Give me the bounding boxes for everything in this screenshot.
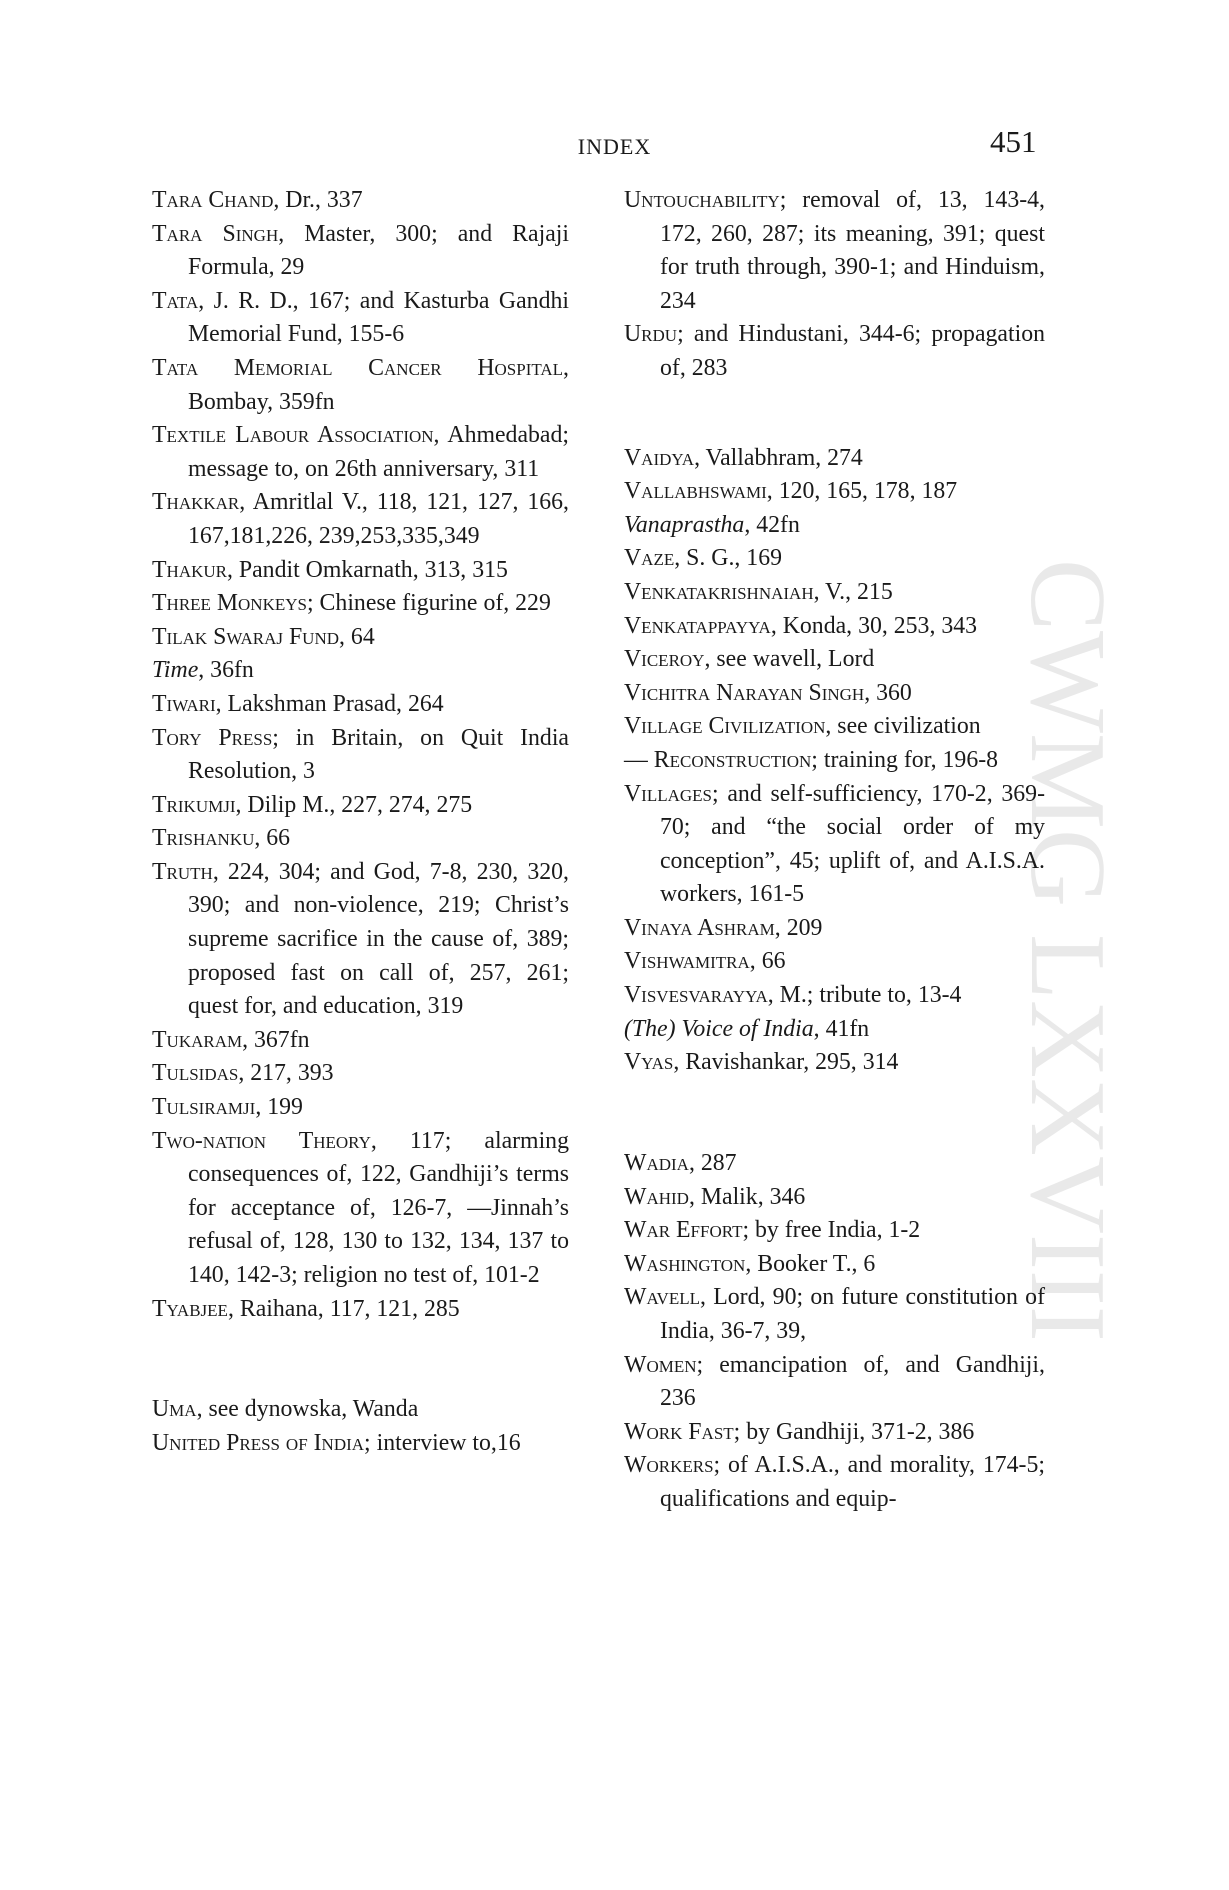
index-entry: Tyabjee, Raihana, 117, 121, 285: [152, 1295, 460, 1322]
index-entry: Wahid, Malik, 346: [624, 1183, 806, 1210]
index-entry: Venkatakrishnaiah, V., 215: [624, 578, 893, 605]
index-entry: Village Civilization, see civilization: [624, 713, 981, 740]
index-column-right: [624, 184, 1045, 1517]
index-entry: Vallabhswami, 120, 165, 178, 187: [624, 478, 958, 505]
index-entry: Thakur, Pandit Omkarnath, 313, 315: [152, 556, 508, 583]
index-entry: Tulsiramji, 199: [152, 1094, 303, 1121]
index-entry: Urdu; and Hindustani, 344-6; propagation of, 283: [624, 321, 1045, 381]
index-entry: Textile Labour Association, Ahmedabad; message to, on 26th anniversary, 311: [152, 422, 569, 482]
index-entry: Wadia, 287: [624, 1150, 737, 1177]
index-entry: Viceroy, see wavell, Lord: [624, 646, 875, 673]
section-gap: [152, 1326, 569, 1393]
index-entry: (The) Voice of India, 41fn: [624, 1015, 870, 1042]
index-entry: Tiwari, Lakshman Prasad, 264: [152, 690, 444, 717]
index-column-left: [152, 184, 569, 1461]
index-entry: Tory Press; in Britain, on Quit India Resolution, 3: [152, 724, 569, 785]
index-entry: Vaidya, Vallabhram, 274: [624, 444, 863, 471]
index-entry: Tilak Swaraj Fund, 64: [152, 623, 375, 650]
index-entry: Three Monkeys; Chinese figurine of, 229: [152, 590, 551, 617]
index-entry: — Reconstruction; training for, 196-8: [624, 746, 999, 773]
index-entry: Vinaya Ashram, 209: [624, 914, 823, 941]
index-entry: Tulsidas, 217, 393: [152, 1060, 334, 1087]
watermark: CWMG LXXVIII: [1008, 558, 1127, 1342]
index-entry: Tara Chand, Dr., 337: [152, 187, 363, 213]
index-entry: Tara Singh, Master, 300; and Rajaji Formula, 29: [152, 220, 569, 281]
index-entry: Women; emancipation of, and Gandhiji, 236: [624, 1351, 1045, 1412]
index-entry: Venkatappayya, Konda, 30, 253, 343: [624, 612, 978, 639]
index-entry: Vichitra Narayan Singh, 360: [624, 679, 912, 706]
index-entry: Washington, Booker T., 6: [624, 1250, 876, 1277]
index-entry: Wavell, Lord, 90; on future constitution of India, 36-7, 39,: [624, 1284, 1045, 1344]
index-entry: Tukaram, 367fn: [152, 1026, 310, 1053]
index-entry: War Effort; by free India, 1-2: [624, 1217, 921, 1244]
page-number: 451: [990, 124, 1037, 159]
index-entry: Trikumji, Dilip M., 227, 274, 275: [152, 791, 473, 818]
index-entry: Two-nation Theory, 117; alarming consequences of, 122, Gandhiji’s terms for acceptance of, 126-7, —Jinnah’s refusal of, 128, 130 to 132, 134, 137 to 140, 142-3; religion no test of, 101-2: [152, 1127, 569, 1288]
index-entry: Workers; of A.I.S.A., and morality, 174-5; qualifications and equip-: [624, 1452, 1045, 1512]
running-header: INDEX: [577, 134, 652, 159]
index-entry: Villages; and self-sufficiency, 170-2, 369-70; and “the social order of my conception”, 45; uplift of, and A.I.S.A. workers, 161-5: [624, 780, 1045, 908]
index-entry: Uma, see dynowska, Wanda: [152, 1396, 419, 1423]
index-entry: Time, 36fn: [152, 657, 254, 684]
index-entry: Vanaprastha, 42fn: [624, 511, 800, 538]
index-entry: Tata, J. R. D., 167; and Kasturba Gandhi Memorial Fund, 155-6: [152, 287, 569, 348]
index-entry: Vyas, Ravishankar, 295, 314: [624, 1049, 899, 1076]
index-entry: Trishanku, 66: [152, 825, 291, 852]
index-entry: Untouchability; removal of, 13, 143-4, 172, 260, 287; its meaning, 391; quest for truth through, 390-1; and Hinduism, 234: [624, 187, 1045, 314]
index-entry: Vishwamitra, 66: [624, 948, 786, 975]
index-entry: Work Fast; by Gandhiji, 371-2, 386: [624, 1418, 975, 1445]
index-entry: United Press of India; interview to,16: [152, 1429, 521, 1456]
index-entry: Vaze, S. G., 169: [624, 545, 782, 572]
index-entry: Visvesvarayya, M.; tribute to, 13-4: [624, 982, 962, 1009]
index-entry: Thakkar, Amritlal V., 118, 121, 127, 166, 167,181,226, 239,253,335,349: [152, 489, 569, 549]
section-gap: [624, 386, 1045, 442]
index-entry: Tata Memorial Cancer Hospital, Bombay, 359fn: [152, 354, 569, 415]
section-gap: [624, 1080, 1045, 1147]
index-entry: Truth, 224, 304; and God, 7-8, 230, 320, 390; and non-violence, 219; Christ’s supreme sacrifice in the cause of, 389; proposed fast on call of, 257, 261; quest for, and education, 319: [152, 858, 569, 1020]
